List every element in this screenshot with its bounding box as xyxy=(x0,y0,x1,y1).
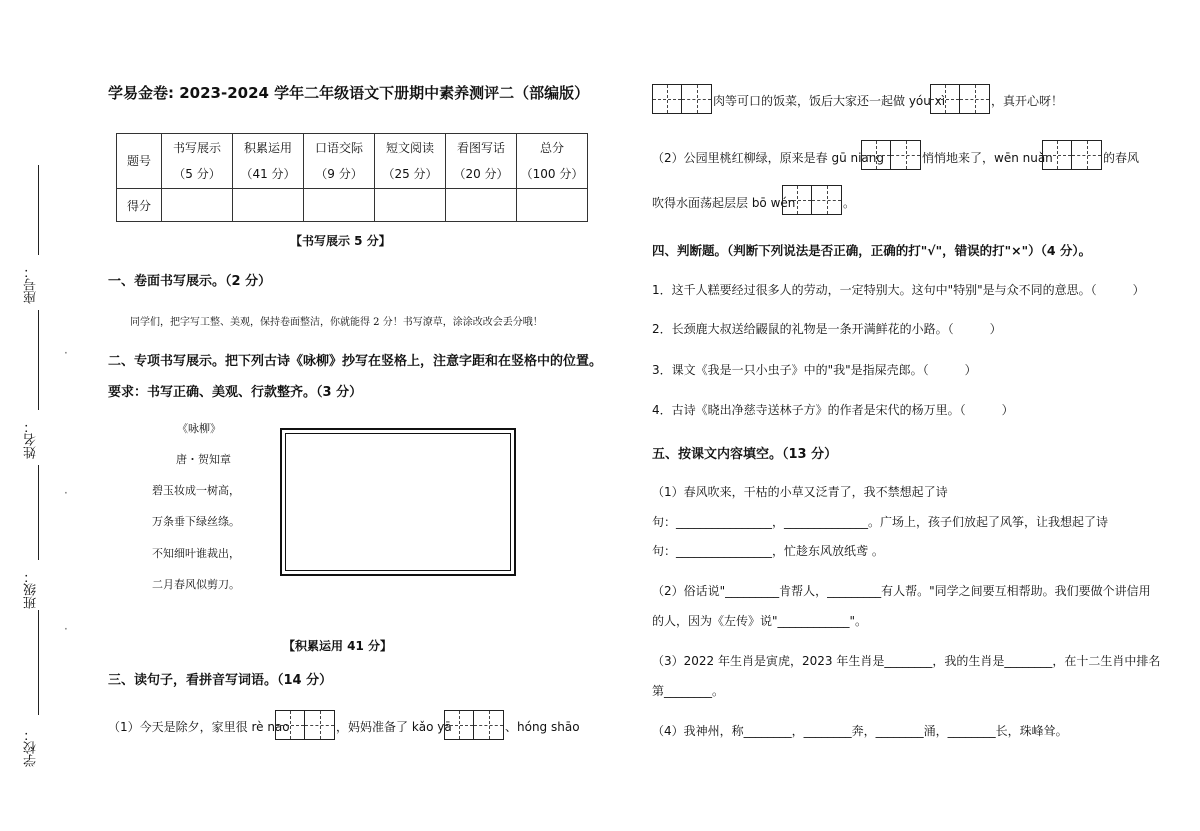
q5-title: 五、按课文内容填空。（13 分） xyxy=(652,447,838,462)
name-label: 姓名： xyxy=(24,420,39,459)
poem-author: 唐・贺知章 xyxy=(176,453,231,466)
q5-line: （2）俗话说"_________肯帮人，_________有人帮。"同学之间要互相帮助。我们要做个讲信用 xyxy=(652,584,1151,598)
q3-s2-text: （2）公园里桃红柳绿，原来是春 gū niang xyxy=(652,151,885,165)
section-accum-header: 【积累运用 41 分】 xyxy=(283,639,393,653)
score-header-cell: 书写展示 （5 分） xyxy=(162,134,233,189)
score-cell[interactable] xyxy=(233,189,304,222)
score-cell[interactable] xyxy=(162,189,233,222)
q4-item: 3．课文《我是一只小虫子》中的"我"是指屎壳郎。（ ） xyxy=(652,363,977,377)
q5-line: （1）春风吹来，干枯的小草又泛青了，我不禁想起了诗 xyxy=(652,485,948,499)
q1-title: 一、卷面书写展示。（2 分） xyxy=(108,274,272,289)
q4-title: 四、判断题。（判断下列说法是否正确，正确的打"√"，错误的打"×"）（4 分）。 xyxy=(652,243,1092,258)
section-writing-header: 【书写展示 5 分】 xyxy=(290,234,391,248)
score-cell[interactable] xyxy=(375,189,446,222)
score-table xyxy=(116,133,588,222)
poem-copy-box[interactable] xyxy=(280,428,516,576)
poem-line: 不知细叶谁裁出， xyxy=(152,547,240,560)
score-header-cell: 积累运用 （41 分） xyxy=(233,134,304,189)
page-title: 学易金卷: 2023-2024 学年二年级语文下册期中素养测评二（部编版） xyxy=(108,84,590,102)
q3-s1-text: 、hóng shāo xyxy=(505,720,580,734)
q3-s1-text: ，妈妈准备了 kǎo yā xyxy=(336,720,452,734)
binding-dot: · xyxy=(64,486,68,500)
q4-item: 4．古诗《晓出净慈寺送林子方》的作者是宋代的杨万里。（ ） xyxy=(652,403,1014,417)
binding-line xyxy=(38,165,39,255)
q4-item: 1．这千人糕要经过很多人的劳动，一定特别大。这句中"特别"是与众不同的意思。（ ） xyxy=(652,283,1145,297)
q5-line: 句：________________，______________。广场上，孩子们放起了风筝，让我想起了诗 xyxy=(652,515,1109,529)
q3-s1-text: （1）今天是除夕，家里很 rè nao xyxy=(108,720,290,734)
q2-requirement: 要求：书写正确、美观、行款整齐。（3 分） xyxy=(108,385,363,400)
score-cell[interactable] xyxy=(304,189,375,222)
binding-line xyxy=(38,610,39,715)
score-row-label: 得分 xyxy=(117,189,162,222)
score-cell[interactable] xyxy=(517,189,588,222)
score-header-cell: 口语交际 （9 分） xyxy=(304,134,375,189)
class-label: 班级： xyxy=(24,570,39,609)
q3-s2-text: 悄悄地来了，wēn nuǎn xyxy=(922,151,1053,165)
score-header-cell: 短文阅读 （25 分） xyxy=(375,134,446,189)
q3-s1-text: 肉等可口的饭菜，饭后大家还一起做 yóu xì xyxy=(713,94,946,108)
pinyin-grid-youxi[interactable] xyxy=(930,84,990,114)
pinyin-grid-wennuan[interactable] xyxy=(1042,140,1102,170)
poem-title: 《咏柳》 xyxy=(177,422,221,435)
poem-line: 碧玉妆成一树高， xyxy=(152,484,240,497)
q5-line: 句：________________，忙趁东风放纸鸢 。 xyxy=(652,544,884,558)
score-header-cell: 题号 xyxy=(117,134,162,189)
q3-s2-text: 。 xyxy=(843,196,856,210)
binding-line xyxy=(38,310,39,410)
q2-title: 二、专项书写展示。把下列古诗《咏柳》抄写在竖格上，注意字距和在竖格中的位置。 xyxy=(108,354,603,369)
score-header-cell: 看图写话 （20 分） xyxy=(446,134,517,189)
q1-text: 同学们，把字写工整、美观，保持卷面整洁，你就能得 2 分！书写潦草，涂涂改改会丢分哦！ xyxy=(130,317,543,328)
q3-s2-text: 吹得水面荡起层层 bō wén xyxy=(652,196,796,210)
q3-s1-text: ，真开心呀！ xyxy=(991,94,1064,108)
q5-line: 第________。 xyxy=(652,684,725,698)
score-header-cell: 总分 （100 分） xyxy=(517,134,588,189)
pinyin-grid-hongshao[interactable] xyxy=(652,84,712,114)
score-cell[interactable] xyxy=(446,189,517,222)
pinyin-grid-kaoya[interactable] xyxy=(444,710,504,740)
pinyin-grid-guniang[interactable] xyxy=(861,140,921,170)
q5-line: （4）我神州，称________，________奔，________涌，________长，珠峰耸。 xyxy=(652,724,1068,738)
q5-line: 的人，因为《左传》说"____________"。 xyxy=(652,614,868,628)
q4-item: 2．长颈鹿大叔送给鼹鼠的礼物是一条开满鲜花的小路。（ ） xyxy=(652,322,1002,336)
binding-dot: · xyxy=(64,622,68,636)
pinyin-grid-bowen[interactable] xyxy=(782,185,842,215)
q3-s2-text: 的春风 xyxy=(1103,151,1140,165)
pinyin-grid-renao[interactable] xyxy=(275,710,335,740)
school-label: 学校： xyxy=(24,728,39,767)
binding-dot: · xyxy=(64,346,68,360)
poem-line: 二月春风似剪刀。 xyxy=(152,578,240,591)
q5-line: （3）2022 年生肖是寅虎，2023 年生肖是________，我的生肖是________，在十二生肖中排名 xyxy=(652,654,1161,668)
binding-line xyxy=(38,465,39,560)
seat-label: 座号： xyxy=(24,265,39,304)
poem-line: 万条垂下绿丝绦。 xyxy=(152,515,240,528)
q3-title: 三、读句子，看拼音写词语。（14 分） xyxy=(108,673,333,688)
